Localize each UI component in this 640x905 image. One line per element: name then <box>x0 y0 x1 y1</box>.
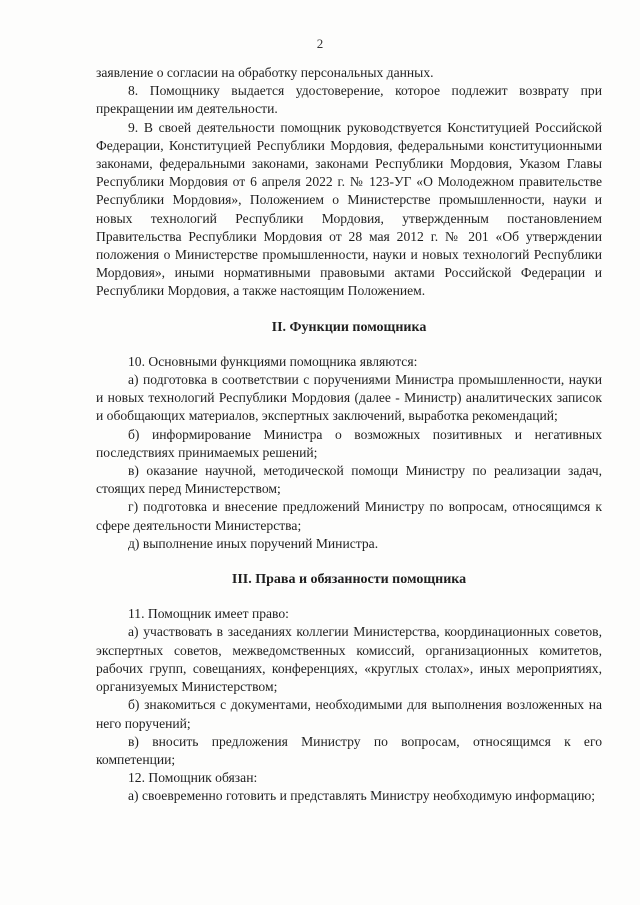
paragraph-10-intro: 10. Основными функциями помощника являются: <box>128 353 418 369</box>
paragraph-12-intro: 12. Помощник обязан: <box>128 770 258 786</box>
section-heading-functions: II. Функции помощника <box>271 319 427 335</box>
right-item-a: а) участвовать в заседаниях коллегии Министерства, координационных советов, экспертных советов, межведомственных комиссий, организационных комитетов, рабочих групп, совещаниях, конференциях, «круглых столах», иных мероприятиях, организуемых Министерством; <box>96 624 602 695</box>
page-number: 2 <box>316 36 324 51</box>
function-item-v: в) оказание научной, методической помощи Министру по реализации задач, стоящих перед Министерством; <box>96 463 602 497</box>
function-item-b: б) информирование Министра о возможных позитивных и негативных последствиях принимаемых решений; <box>96 426 602 460</box>
document-body <box>96 64 602 806</box>
paragraph-11-intro: 11. Помощник имеет право: <box>128 606 289 622</box>
section-heading-rights-duties: III. Права и обязанности помощника <box>231 572 467 588</box>
right-item-b: б) знакомиться с документами, необходимыми для выполнения возложенных на него поручений; <box>96 697 602 731</box>
duty-item-a: а) своевременно готовить и представлять Министру необходимую информацию; <box>128 788 596 804</box>
function-item-a: а) подготовка в соответствии с поручениями Министра промышленности, науки и новых технологий Республики Мордовия (далее - Министр) аналитических записок и обобщающих материалов, экспертных заключений, выработка рекомендаций; <box>96 372 602 424</box>
function-item-d: д) выполнение иных поручений Министра. <box>128 535 379 551</box>
paragraph-8-certificate: 8. Помощнику выдается удостоверение, которое подлежит возврату при прекращении им деятельности. <box>96 83 602 117</box>
function-item-g: г) подготовка и внесение предложений Министру по вопросам, относящимся к сфере деятельности Министерства; <box>96 499 602 533</box>
paragraph-consent: заявление о согласии на обработку персональных данных. <box>96 65 434 80</box>
right-item-v: в) вносить предложения Министру по вопросам, относящимся к его компетенции; <box>96 733 602 767</box>
paragraph-9-legal-basis: 9. В своей деятельности помощник руководствуется Конституцией Российской Федерации, Конституцией Республики Мордовия, федеральными конституционными законами, федеральными законами, законами Республики Мордовия, Указом Главы Республики Мордовия от 6 апреля 2022 г. № 123-УГ «О Молодежном правительстве Республики Мордовия», Положением о Министерстве промышленности, науки и новых технологий Республики Мордовия, утвержденным постановлением Правительства Республики Мордовия от 28 мая 2012 г. № 201 «Об утверждении положения о Министерстве промышленности, науки и новых технологий Республики Мордовия», иными нормативными правовыми актами Российской Федерации и Республики Мордовия, а также настоящим Положением. <box>96 119 602 299</box>
